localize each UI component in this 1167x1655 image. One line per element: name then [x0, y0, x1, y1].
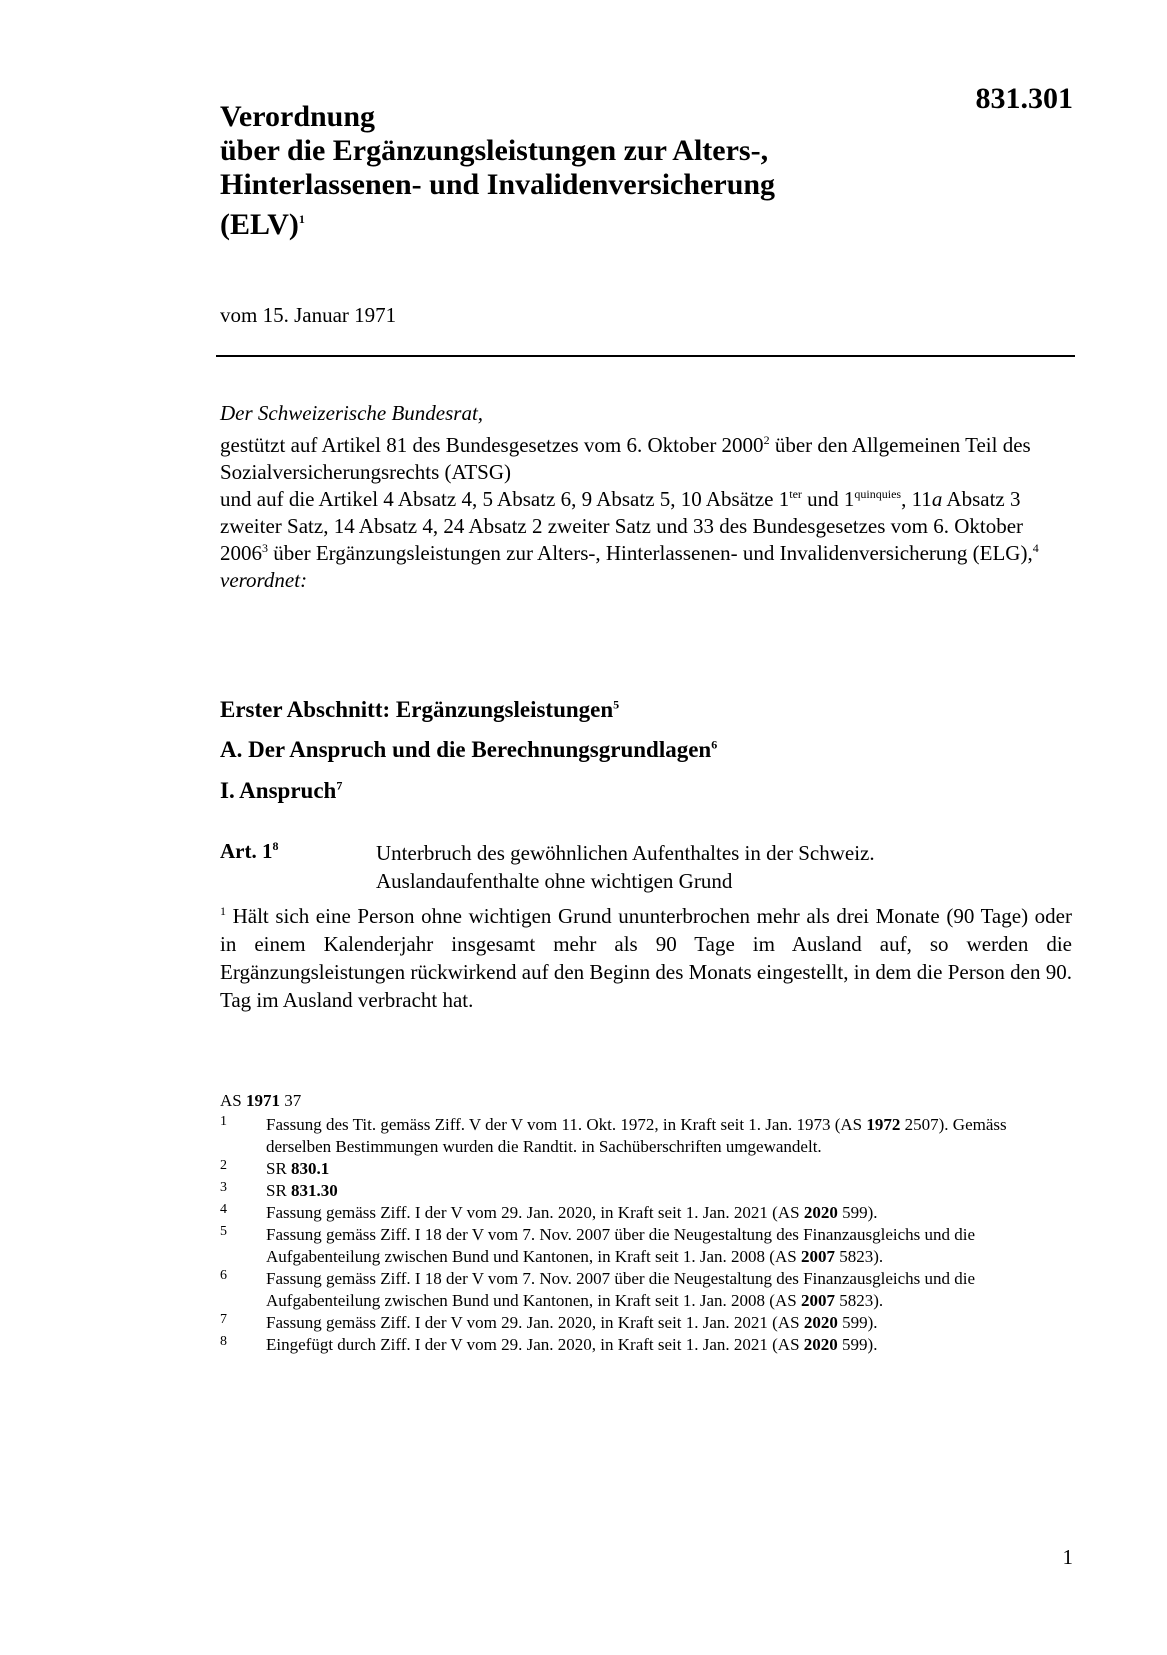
footnote-text-c: 599). — [837, 1335, 878, 1354]
footnote-text-a: SR — [266, 1159, 292, 1178]
footnote-text-c: 5823). — [834, 1247, 884, 1266]
header-divider — [216, 355, 1075, 357]
footnote-number: 5 — [220, 1224, 227, 1239]
footnote-text — [266, 1224, 1070, 1268]
footnote-6 — [220, 1268, 1070, 1312]
footnote-ref-5: 5 — [613, 697, 620, 712]
footnote-ref-7: 7 — [336, 778, 343, 793]
section-heading-text: Erster Abschnitt: Ergänzungsleistungen — [220, 697, 614, 722]
footnote-number: 2 — [220, 1158, 227, 1173]
footnote-bold: 2007 — [800, 1247, 835, 1266]
footnote-bold: 830.1 — [291, 1159, 330, 1178]
footnote-ref-3: 3 — [262, 541, 268, 555]
footnote-ref-6: 6 — [711, 737, 718, 752]
footnote-text-a: Fassung des Tit. gemäss Ziff. V der V vom 11. Okt. 1972, in Kraft seit 1. Jan. 1973 (AS — [266, 1115, 867, 1134]
paragraph-number: 1 — [220, 904, 226, 918]
footnote-bold: 2007 — [800, 1291, 835, 1310]
legal-basis-2-und: und 1 — [801, 487, 855, 511]
preamble — [220, 400, 1070, 594]
subsection-heading-a — [220, 737, 717, 763]
issuing-authority: Der Schweizerische Bundesrat, — [220, 401, 484, 425]
legal-basis-1 — [220, 432, 1070, 486]
footnote-3 — [220, 1180, 1070, 1202]
footnote-text — [266, 1312, 1070, 1334]
article-label — [220, 839, 278, 864]
footnote-4 — [220, 1202, 1070, 1224]
footnote-8 — [220, 1334, 1070, 1356]
subsection-heading-i-text: I. Anspruch — [220, 778, 337, 803]
footnote-ref-4: 4 — [1032, 541, 1039, 555]
legal-basis-2-cont: , 11 — [901, 487, 932, 511]
legal-basis-1-text: gestützt auf Artikel 81 des Bundesgesetzes vom 6. Oktober 2000 — [220, 433, 764, 457]
footnote-bold: 2020 — [803, 1335, 838, 1354]
footnote-number: 8 — [220, 1334, 227, 1349]
footnote-text-a: Eingefügt durch Ziff. I der V vom 29. Jan. 2020, in Kraft seit 1. Jan. 2021 (AS — [266, 1335, 804, 1354]
footnote-number: 7 — [220, 1312, 227, 1327]
footnote-ref-8: 8 — [272, 839, 279, 853]
as-page: 37 — [279, 1091, 302, 1110]
subsection-heading-i — [220, 778, 342, 804]
quinquies-superscript: quinquies — [854, 487, 902, 501]
title-short-form — [220, 208, 920, 242]
footnote-text-a: Fassung gemäss Ziff. I 18 der V vom 7. Nov. 2007 über die Neugestaltung des Finanzausgleichs und die Aufgabenteilung zwischen Bund und Kantonen, in Kraft seit 1. Jan. 2008 (AS — [266, 1269, 976, 1310]
title-line-3: Hinterlassenen- und Invalidenversicherung — [220, 168, 776, 201]
footnote-text-a: Fassung gemäss Ziff. I der V vom 29. Jan. 2020, in Kraft seit 1. Jan. 2021 (AS — [266, 1203, 804, 1222]
footnote-bold: 2020 — [803, 1203, 838, 1222]
footnote-text — [266, 1180, 1070, 1202]
footnote-text-c: 5823). — [834, 1291, 884, 1310]
article-paragraph-1 — [220, 902, 1072, 1014]
as-prefix: AS — [220, 1091, 246, 1110]
decree-word: verordnet: — [220, 568, 308, 592]
article-title-line-2: Auslandaufenthalte ohne wichtigen Grund — [376, 869, 733, 893]
footnote-text-c: 2507). Gemäss derselben Bestimmungen wurden die Randtit. in Sachüberschriften umgewandelt. — [266, 1115, 1007, 1156]
article-label-text: Art. 1 — [220, 839, 273, 863]
footnote-number: 1 — [220, 1114, 227, 1129]
section-heading — [220, 697, 619, 723]
footnote-number: 4 — [220, 1202, 227, 1217]
legal-basis-2-text: und auf die Artikel 4 Absatz 4, 5 Absatz 6, 9 Absatz 5, 10 Absätze 1 — [220, 487, 790, 511]
footnote-text — [266, 1268, 1070, 1312]
footnote-text-c: 599). — [837, 1203, 878, 1222]
footnote-text — [266, 1202, 1070, 1224]
article-title — [376, 839, 1076, 895]
footnote-text — [266, 1334, 1070, 1356]
legal-basis-1-text-cont: über den Allgemeinen Teil des Sozialversicherungsrechts (ATSG) — [220, 433, 1031, 484]
document-title — [220, 100, 920, 242]
document-number: 831.301 — [975, 82, 1073, 115]
letter-a: a — [931, 487, 943, 511]
footnote-bold: 1972 — [866, 1115, 901, 1134]
paragraph-text: Hält sich eine Person ohne wichtigen Grund ununterbrochen mehr als drei Monate (90 Tage) oder in einem Kalenderjahr insgesamt mehr als 90 Tage im Ausland auf, so werden die Ergänzungsleistungen rückwirkend auf den Beginn des Monats eingestellt, in dem die Person den 90. Tag im Ausland verbracht hat. — [220, 904, 1072, 1012]
footnote-text — [266, 1114, 1070, 1158]
legal-basis-2-end: über Ergänzungsleistungen zur Alters-, Hinterlassenen- und Invalidenversicherung (ELG), — [268, 541, 1033, 565]
footnote-text — [266, 1158, 1070, 1180]
as-year: 1971 — [245, 1091, 280, 1110]
footnotes — [220, 1090, 1070, 1356]
footnote-7 — [220, 1312, 1070, 1334]
ter-superscript: ter — [789, 487, 802, 501]
footnote-number: 3 — [220, 1180, 227, 1195]
footnote-text-a: Fassung gemäss Ziff. I der V vom 29. Jan. 2020, in Kraft seit 1. Jan. 2021 (AS — [266, 1313, 804, 1332]
footnote-ref-2: 2 — [763, 433, 770, 447]
footnote-ref-1: 1 — [298, 212, 305, 226]
footnote-1 — [220, 1114, 1070, 1158]
title-line-1: Verordnung — [220, 100, 376, 133]
footnote-text-a: Fassung gemäss Ziff. I 18 der V vom 7. Nov. 2007 über die Neugestaltung des Finanzausgleichs und die Aufgabenteilung zwischen Bund und Kantonen, in Kraft seit 1. Jan. 2008 (AS — [266, 1225, 976, 1266]
legal-basis-2 — [220, 486, 1070, 567]
title-line-2: über die Ergänzungsleistungen zur Alters-, — [220, 134, 769, 167]
footnote-bold: 2020 — [803, 1313, 838, 1332]
footnote-5 — [220, 1224, 1070, 1268]
article-title-line-1: Unterbruch des gewöhnlichen Aufenthaltes in der Schweiz. — [376, 841, 875, 865]
subsection-heading-a-text: A. Der Anspruch und die Berechnungsgrundlagen — [220, 737, 712, 762]
footnote-text-c: 599). — [837, 1313, 878, 1332]
title-abbreviation: (ELV) — [220, 208, 299, 241]
footnote-bold: 831.30 — [291, 1181, 338, 1200]
page-number: 1 — [1062, 1545, 1073, 1569]
footnote-2 — [220, 1158, 1070, 1180]
official-collection-ref — [220, 1090, 1070, 1112]
footnote-text-a: SR — [266, 1181, 292, 1200]
footnote-number: 6 — [220, 1268, 227, 1283]
legal-basis-2-cont-b: Absatz 3 zweiter Satz, 14 Absatz 4, 24 Absatz 2 zweiter Satz und 33 des Bundesgesetzes vom 6. Oktober 2006 — [220, 487, 1024, 565]
enactment-date: vom 15. Januar 1971 — [220, 303, 397, 327]
